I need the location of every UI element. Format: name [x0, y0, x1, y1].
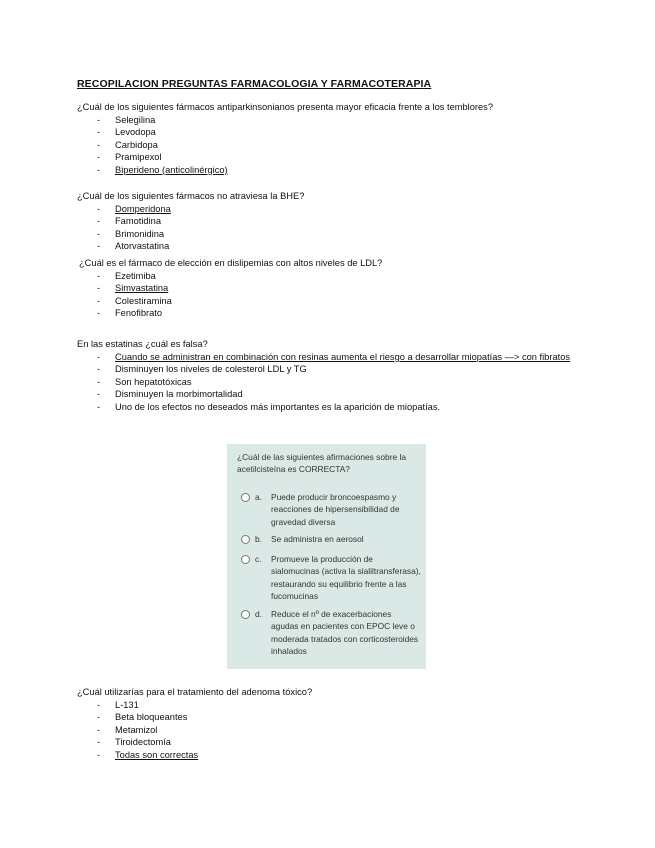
option-beta-bloqueantes: - Beta bloqueantes — [97, 711, 198, 723]
question-5-text: ¿Cuál utilizarías para el tratamiento del adenoma tóxico? — [77, 687, 313, 697]
option-simvastatina-correct: - Simvastatina — [97, 282, 172, 294]
option-domperidona-correct: - Domperidona — [97, 203, 171, 215]
option-tiroidectomia: - Tiroidectomía — [97, 736, 198, 748]
radio-icon — [241, 555, 250, 564]
option-atorvastatina: - Atorvastatina — [97, 240, 171, 252]
question-2-options — [97, 203, 171, 253]
option-disminuyen-ldl: - Disminuyen los niveles de colesterol LDL y TG — [97, 363, 575, 375]
radio-icon — [241, 493, 250, 502]
question-1-text: ¿Cuál de los siguientes fármacos antiparkinsonianos presenta mayor eficacia frente a los temblores? — [77, 102, 493, 112]
question-5-options — [97, 699, 198, 761]
quiz-option-text: Se administra en aerosol — [271, 534, 364, 544]
option-pramipexol: - Pramipexol — [97, 151, 228, 163]
option-selegilina: - Selegilina — [97, 114, 228, 126]
option-todas-correctas: - Todas son correctas — [97, 749, 198, 761]
quiz-option-text: Reduce el nº de exacerbaciones agudas en pacientes con EPOC leve o moderada tratados con corticosteroides inhalados — [271, 609, 419, 656]
option-resinas-correct: - Cuando se administran en combinación con resinas aumenta el riesgo a desarrollar miopatías —> con fibratos — [97, 351, 575, 363]
radio-icon — [241, 610, 250, 619]
question-3-text: ¿Cuál es el fármaco de elección en dislipemias con altos niveles de LDL? — [79, 258, 383, 268]
question-2-text: ¿Cuál de los siguientes fármacos no atraviesa la BHE? — [77, 191, 305, 201]
option-famotidina: - Famotidina — [97, 215, 171, 227]
option-levodopa: - Levodopa — [97, 126, 228, 138]
option-ezetimiba: - Ezetimiba — [97, 270, 172, 282]
quiz-option-text: Promueve la producción de sialomucinas (activa la sialiltransferasa), restaurando su equilibrio frente a las fucomucinas — [271, 554, 421, 601]
quiz-option-letter: c. — [255, 554, 262, 564]
question-4-options — [97, 351, 575, 413]
quiz-option-letter: a. — [255, 492, 262, 502]
option-hepatotoxicas: - Son hepatotóxicas — [97, 376, 575, 388]
option-l131: - L-131 — [97, 699, 198, 711]
embedded-quiz-image — [227, 444, 426, 669]
option-biperideno-correct: - Biperideno (anticolinérgico) — [97, 164, 228, 176]
radio-icon — [241, 535, 250, 544]
quiz-option-letter: d. — [255, 609, 262, 619]
question-1-options — [97, 114, 228, 176]
option-fenofibrato: - Fenofibrato — [97, 307, 172, 319]
option-brimonidina: - Brimonidina — [97, 228, 171, 240]
question-3-options — [97, 270, 172, 320]
document-title: RECOPILACION PREGUNTAS FARMACOLOGIA Y FARMACOTERAPIA — [77, 78, 432, 90]
option-colestiramina: - Colestiramina — [97, 295, 172, 307]
option-morbimortalidad: - Disminuyen la morbimortalidad — [97, 388, 575, 400]
question-4-text: En las estatinas ¿cuál es falsa? — [77, 339, 208, 349]
quiz-option-letter: b. — [255, 534, 262, 544]
quiz-question: ¿Cuál de las siguientes afirmaciones sobre la acetilcisteína es CORRECTA? — [237, 452, 406, 475]
option-carbidopa: - Carbidopa — [97, 139, 228, 151]
option-metamizol: - Metamizol — [97, 724, 198, 736]
option-miopatias: - Uno de los efectos no deseados más importantes es la aparición de miopatías. — [97, 401, 575, 413]
quiz-option-text: Puede producir broncoespasmo y reacciones de hipersensibilidad de gravedad diversa — [271, 492, 400, 527]
